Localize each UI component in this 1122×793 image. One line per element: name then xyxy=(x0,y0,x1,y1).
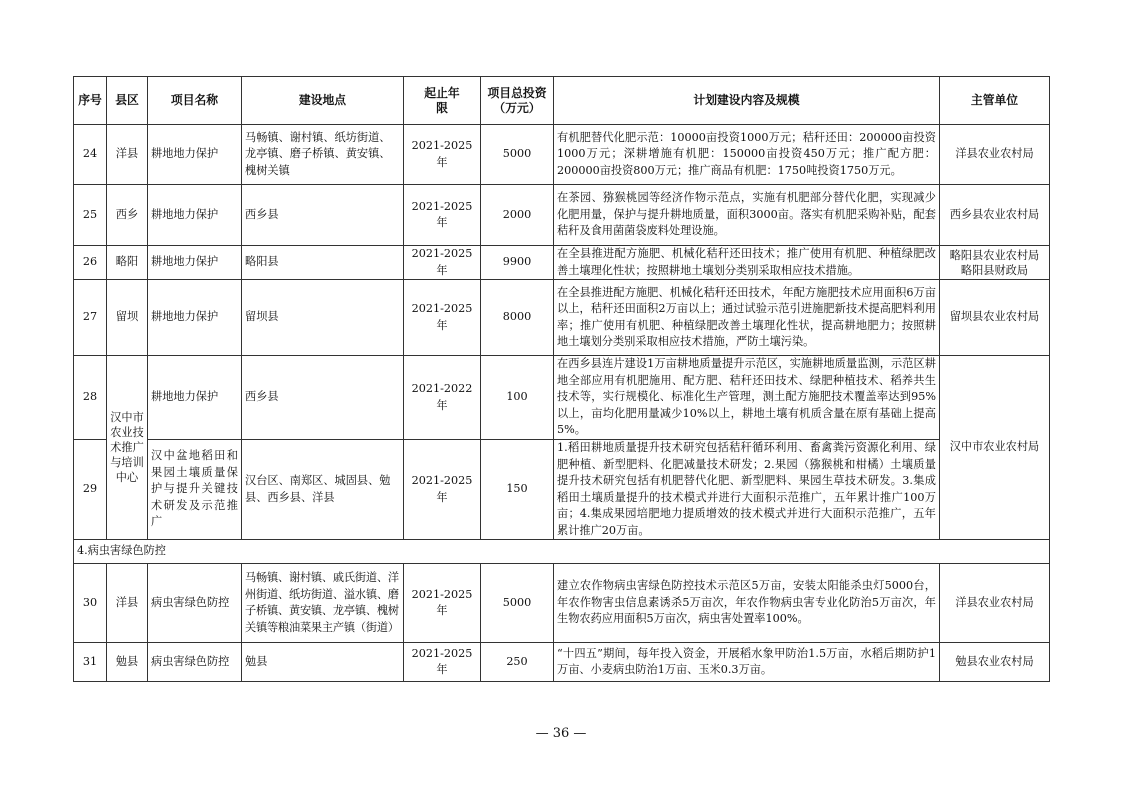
cell-period: 2021-2022年 xyxy=(404,356,481,440)
cell-investment: 2000 xyxy=(481,185,554,246)
cell-seq: 30 xyxy=(74,564,107,643)
section-row xyxy=(74,540,1050,564)
cell-content: 在全县推进配方施肥、机械化秸秆还田技术，年配方施肥技术应用面积6万亩以上，秸秆还田面积2万亩以上；通过试验示范引进施肥新技术提高肥料利用率；推广使用有机肥、种植绿肥改善土壤理化性状，提高耕地肥力；按照耕地土壤划分类别采取相应技术措施，严防土壤污染。 xyxy=(554,280,940,356)
cell-seq: 31 xyxy=(74,643,107,682)
cell-investment: 250 xyxy=(481,643,554,682)
cell-period: 2021-2025年 xyxy=(404,564,481,643)
header-seq: 序号 xyxy=(74,77,107,125)
cell-location: 汉台区、南郑区、城固县、勉县、西乡县、洋县 xyxy=(242,440,404,540)
cell-location: 勉县 xyxy=(242,643,404,682)
cell-investment: 5000 xyxy=(481,125,554,185)
cell-content: 有机肥替代化肥示范：10000亩投资1000万元；秸秆还田：200000亩投资1000万元；深耕增施有机肥：150000亩投资450万元；推广配方肥：200000亩投资800万元；推广商品有机肥：1750吨投资1750万元。 xyxy=(554,125,940,185)
section-title: 4.病虫害绿色防控 xyxy=(74,540,1050,564)
cell-content: 在茶园、猕猴桃园等经济作物示范点，实施有机肥部分替代化肥，实现减少化肥用量，保护与提升耕地质量，面积3000亩。落实有机肥采购补贴，配套秸秆及食用菌菌袋废料处理设施。 xyxy=(554,185,940,246)
cell-investment: 8000 xyxy=(481,280,554,356)
cell-period: 2021-2025年 xyxy=(404,246,481,280)
cell-location: 西乡县 xyxy=(242,356,404,440)
cell-investment: 9900 xyxy=(481,246,554,280)
cell-content: 在全县推进配方施肥、机械化秸秆还田技术；推广使用有机肥、种植绿肥改善土壤理化性状；按照耕地土壤划分类别采取相应技术措施。 xyxy=(554,246,940,280)
cell-location: 西乡县 xyxy=(242,185,404,246)
cell-county: 西乡 xyxy=(107,185,148,246)
table-row xyxy=(74,125,1050,185)
cell-county: 洋县 xyxy=(107,125,148,185)
cell-investment: 5000 xyxy=(481,564,554,643)
cell-content: 建立农作物病虫害绿色防控技术示范区5万亩，安装太阳能杀虫灯5000台，年农作物害虫信息素诱杀5万亩次，年农作物病虫害专业化防治5万亩次，年生物农药应用面积5万亩次，病虫害处置率100%。 xyxy=(554,564,940,643)
cell-location: 略阳县 xyxy=(242,246,404,280)
cell-investment: 150 xyxy=(481,440,554,540)
cell-county: 勉县 xyxy=(107,643,148,682)
cell-seq: 26 xyxy=(74,246,107,280)
cell-content: 在西乡县连片建设1万亩耕地质量提升示范区，实施耕地质量监测，示范区耕地全部应用有机肥施用、配方肥、秸秆还田技术、绿肥种植技术、稻养共生技术等，实行规模化、标准化生产管理，测土配方施肥技术覆盖率达到95%以上，亩均化肥用量减少10%以上，耕地土壤有机质含量在原有基础上提高5%。 xyxy=(554,356,940,440)
cell-location: 马畅镇、谢村镇、纸坊街道、龙亭镇、磨子桥镇、黄安镇、槐树关镇 xyxy=(242,125,404,185)
cell-county: 洋县 xyxy=(107,564,148,643)
cell-period: 2021-2025年 xyxy=(404,440,481,540)
header-project: 项目名称 xyxy=(148,77,242,125)
cell-seq: 29 xyxy=(74,440,107,540)
header-content: 计划建设内容及规模 xyxy=(554,77,940,125)
header-investment xyxy=(481,77,554,125)
header-county: 县区 xyxy=(107,77,148,125)
cell-period: 2021-2025年 xyxy=(404,185,481,246)
cell-project: 病虫害绿色防控 xyxy=(148,643,242,682)
cell-location: 马畅镇、谢村镇、戚氏街道、洋州街道、纸坊街道、溢水镇、磨子桥镇、黄安镇、龙亭镇、槐树关镇等粮油菜果主产镇（街道） xyxy=(242,564,404,643)
cell-county-merged: 汉中市农业技术推广与培训中心 xyxy=(107,356,148,540)
table-row xyxy=(74,643,1050,682)
cell-content: “十四五”期间，每年投入资金，开展稻水象甲防治1.5万亩，水稻后期防护1万亩、小麦病虫防治1万亩、玉米0.3万亩。 xyxy=(554,643,940,682)
cell-seq: 24 xyxy=(74,125,107,185)
project-table xyxy=(73,76,1050,682)
table-row xyxy=(74,356,1050,440)
cell-project: 耕地地力保护 xyxy=(148,125,242,185)
cell-dept: 勉县农业农村局 xyxy=(940,643,1050,682)
cell-dept-merged: 汉中市农业农村局 xyxy=(940,356,1050,540)
cell-seq: 25 xyxy=(74,185,107,246)
cell-period: 2021-2025年 xyxy=(404,125,481,185)
cell-content: 1.稻田耕地质量提升技术研究包括秸秆循环利用、畜禽粪污资源化利用、绿肥种植、新型肥料、化肥减量技术研发；2.果园（猕猴桃和柑橘）土壤质量提升技术研究包括有机肥替代化肥、新型肥料、果园生草技术研发。3.集成稻田土壤质量提升的技术模式并进行大面积示范推广，五年累计推广100万亩；4.集成果园培肥地力提质增效的技术模式并进行大面积示范推广，五年累计推广20万亩。 xyxy=(554,440,940,540)
cell-project: 耕地地力保护 xyxy=(148,246,242,280)
cell-dept: 洋县农业农村局 xyxy=(940,125,1050,185)
table-row xyxy=(74,185,1050,246)
cell-project: 耕地地力保护 xyxy=(148,356,242,440)
table-row xyxy=(74,246,1050,280)
cell-dept: 西乡县农业农村局 xyxy=(940,185,1050,246)
cell-dept: 洋县农业农村局 xyxy=(940,564,1050,643)
table-row xyxy=(74,280,1050,356)
table-header-row xyxy=(74,77,1050,125)
cell-location: 留坝县 xyxy=(242,280,404,356)
cell-dept: 略阳县农业农村局 略阳县财政局 xyxy=(940,246,1050,280)
cell-project: 病虫害绿色防控 xyxy=(148,564,242,643)
cell-project: 汉中盆地稻田和果园土壤质量保护与提升关键技术研发及示范推广 xyxy=(148,440,242,540)
cell-dept: 留坝县农业农村局 xyxy=(940,280,1050,356)
table-row xyxy=(74,440,1050,540)
cell-seq: 27 xyxy=(74,280,107,356)
header-dept: 主管单位 xyxy=(940,77,1050,125)
header-location: 建设地点 xyxy=(242,77,404,125)
cell-project: 耕地地力保护 xyxy=(148,185,242,246)
cell-period: 2021-2025年 xyxy=(404,643,481,682)
page-number: — 36 — xyxy=(535,726,587,741)
table-row xyxy=(74,564,1050,643)
header-period-text: 起止年限 xyxy=(424,85,460,115)
cell-county: 留坝 xyxy=(107,280,148,356)
cell-investment: 100 xyxy=(481,356,554,440)
header-period xyxy=(404,77,481,125)
header-investment-text: 项目总投资（万元） xyxy=(487,85,547,115)
cell-project: 耕地地力保护 xyxy=(148,280,242,356)
cell-period: 2021-2025年 xyxy=(404,280,481,356)
cell-seq: 28 xyxy=(74,356,107,440)
cell-county: 略阳 xyxy=(107,246,148,280)
